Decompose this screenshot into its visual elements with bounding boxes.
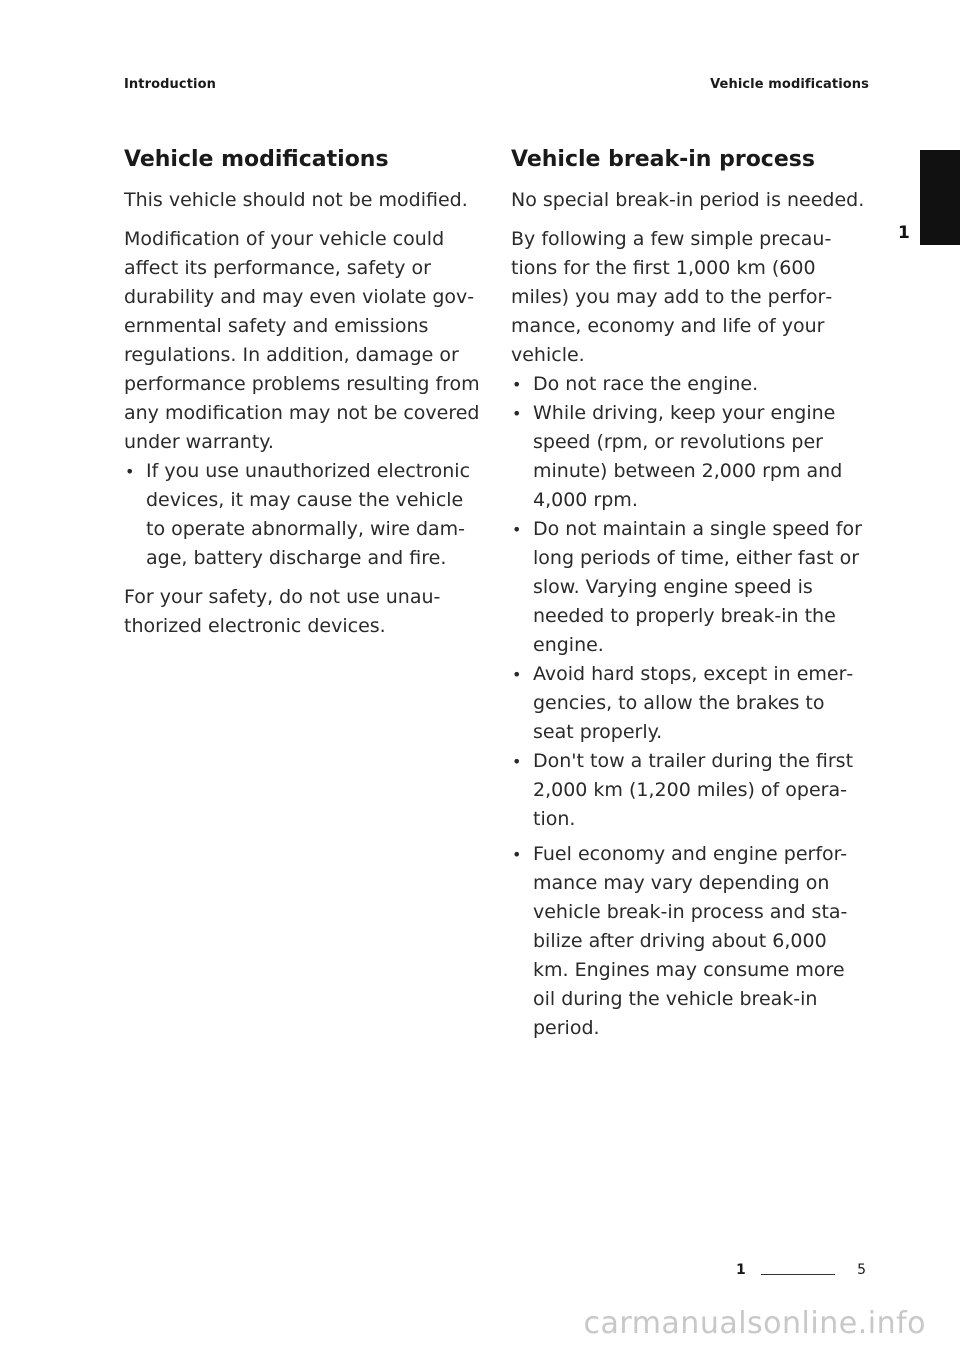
bullet-icon: • bbox=[512, 752, 522, 771]
list-item-text: Fuel economy and engine perfor- mance may vary depending on vehicle break-in process and sta- bilize after driving about 6,000 km. Engines may consume more oil during the vehicle break-in period. bbox=[533, 843, 848, 1039]
section-heading-vehicle-modifications: Vehicle modifications bbox=[124, 147, 389, 172]
bullet-list bbox=[124, 457, 480, 573]
paragraph: By following a few simple precau tions for the first 1,000 km (600 miles) you may add to the perfor mance, economy and life of your vehicle. bbox=[511, 228, 833, 366]
right-column bbox=[511, 142, 867, 1053]
watermark-text: carmanualsonline.info bbox=[583, 1306, 926, 1341]
list-item bbox=[511, 840, 867, 1043]
footer-chapter-number: 1 bbox=[736, 1262, 746, 1278]
list-item-text: While driving, keep your engine speed (rpm, or revolutions per minute) between 2,000 rpm and 4,000 rpm. bbox=[533, 402, 843, 511]
page-footer bbox=[720, 1262, 870, 1286]
paragraph: This vehicle should not be modified. bbox=[124, 189, 468, 211]
list-item bbox=[511, 370, 867, 399]
list-item-text: Do not race the engine. bbox=[533, 373, 759, 395]
paragraph: Modification of your vehicle could affect its performance, safety or durability and may even violate gov ernmental safety and emissions regulations. In addition, damage or performance problems resulting from any modification may not be covered under warranty. bbox=[124, 228, 480, 453]
list-item-text: Do not maintain a single speed for long periods of time, either fast or slow. Varying engine speed is needed to properly break-in the engine. bbox=[533, 518, 862, 656]
running-header-topic: Vehicle modifications bbox=[710, 77, 869, 92]
list-item-text: If you use unauthorized electronic devices, it may cause the vehicle to operate abnormally, wire dam- age, battery discharge and fire. bbox=[146, 460, 471, 569]
footer-divider bbox=[761, 1274, 835, 1275]
section-heading-break-in-process: Vehicle break-in process bbox=[511, 147, 815, 172]
bullet-icon: • bbox=[512, 665, 522, 684]
list-item bbox=[511, 399, 867, 515]
list-item bbox=[511, 660, 867, 747]
chapter-tab-marker bbox=[920, 150, 960, 245]
list-item-text: Don't tow a trailer during the first 2,000 km (1,200 miles) of opera tion. bbox=[533, 750, 854, 830]
bullet-icon: • bbox=[512, 375, 522, 394]
running-header-section: Introduction bbox=[124, 77, 216, 92]
list-item bbox=[124, 457, 480, 573]
bullet-icon: • bbox=[125, 462, 135, 481]
footer-page-number: 5 bbox=[857, 1262, 866, 1278]
left-column bbox=[124, 142, 480, 651]
bullet-icon: • bbox=[512, 845, 522, 864]
paragraph: No special break-in period is needed. bbox=[511, 189, 865, 211]
list-item bbox=[511, 515, 867, 660]
list-item bbox=[511, 747, 867, 834]
bullet-icon: • bbox=[512, 520, 522, 539]
chapter-tab-number: 1 bbox=[898, 223, 910, 243]
bullet-list bbox=[511, 370, 867, 1043]
list-item-text: Avoid hard stops, except in emer gencies, to allow the brakes to seat properly. bbox=[533, 663, 854, 743]
paragraph: For your safety, do not use unau thorized electronic devices. bbox=[124, 586, 441, 637]
bullet-icon: • bbox=[512, 404, 522, 423]
